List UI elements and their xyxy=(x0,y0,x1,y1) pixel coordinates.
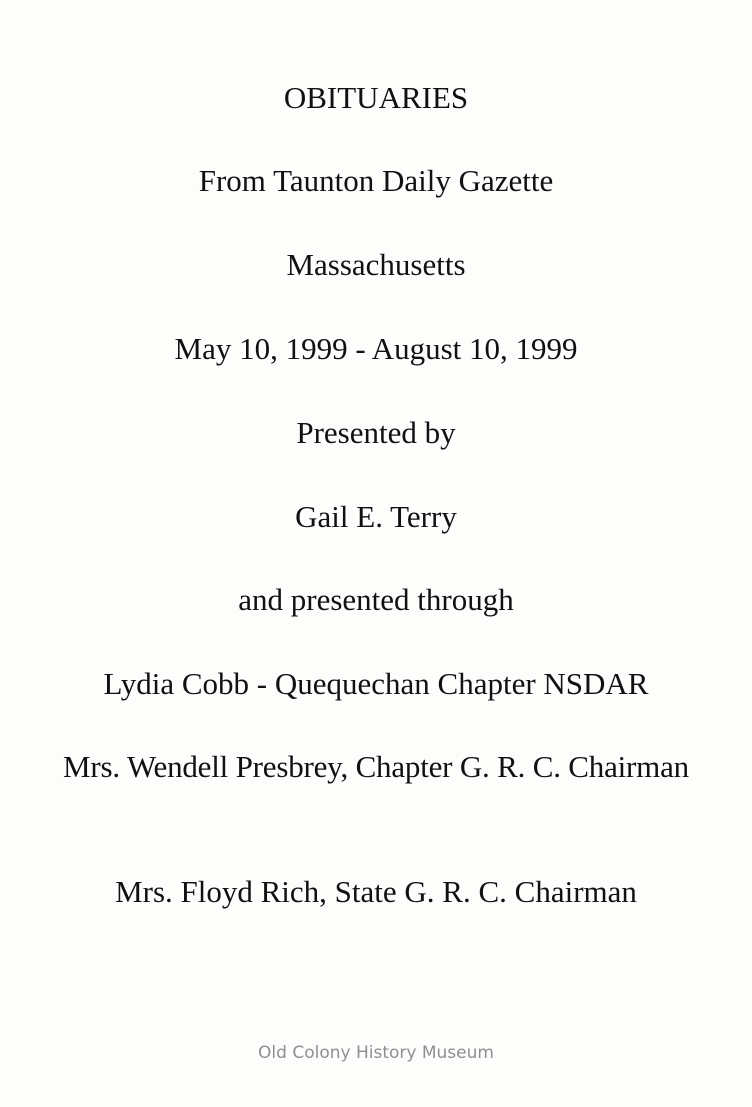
museum-watermark: Old Colony History Museum xyxy=(258,1043,494,1063)
state-chairman: Mrs. Floyd Rich, State G. R. C. Chairman xyxy=(115,874,637,909)
presented-by-label: Presented by xyxy=(296,415,456,450)
chapter-name: Lydia Cobb - Quequechan Chapter NSDAR xyxy=(103,666,649,701)
document-title: OBITUARIES xyxy=(283,80,469,115)
presented-through-label: and presented through xyxy=(238,582,514,617)
source-line: From Taunton Daily Gazette xyxy=(198,163,554,198)
date-range-line: May 10, 1999 - August 10, 1999 xyxy=(174,331,578,366)
presenter-name: Gail E. Terry xyxy=(295,499,457,534)
state-line: Massachusetts xyxy=(286,247,466,282)
chapter-chairman: Mrs. Wendell Presbrey, Chapter G. R. C. Chairman xyxy=(63,749,689,784)
